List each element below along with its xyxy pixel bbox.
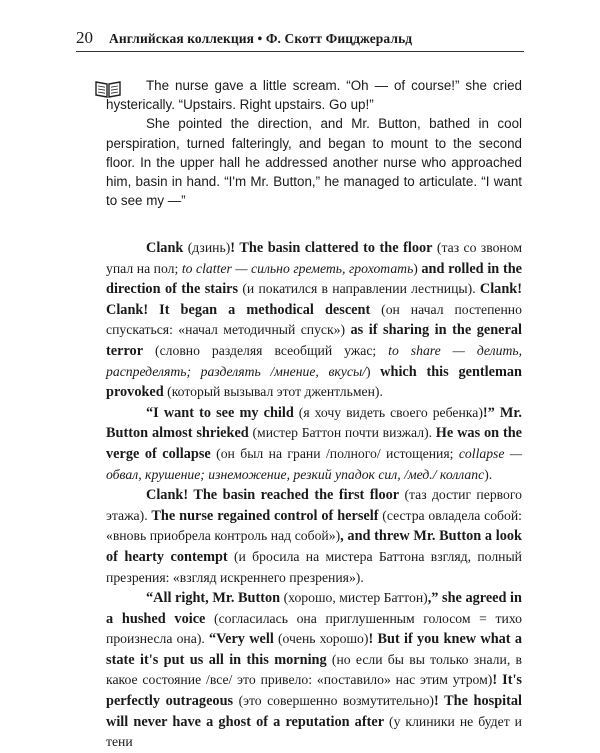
translation-text: ). xyxy=(484,466,493,482)
english-phrase: , and threw Mr. Button a look of hearty contempt xyxy=(106,528,522,565)
english-phrase: “All right, Mr. Button xyxy=(146,590,281,607)
translation-text: (но если бы вы только знали, в какое состояние /все/ это привело: «поставило» нас этим утром) xyxy=(106,651,522,688)
english-phrase: Clank xyxy=(146,240,184,256)
translation-text: (дзинь) xyxy=(183,240,231,255)
translation-text: (у клиники не будет и тени xyxy=(106,713,522,750)
bilingual-paragraph xyxy=(106,403,522,485)
english-paragraph: She pointed the direction, and Mr. Button, bathed in cool perspiration, turned falteringly, and began to mount to the second floor. In the upper hall he addressed another nurse who approached him, basin in hand. “I'm Mr. Button,” he managed to articulate. “I want to see my —” xyxy=(106,116,522,209)
english-phrase: and rolled in the direction of the stairs xyxy=(106,260,523,298)
vocab-note: to share — делить, распределять; разделять /мнение, вкусы/ xyxy=(106,342,522,379)
english-phrase: ! But if you knew what a state it's put us all in this morning xyxy=(106,631,522,668)
translation-text: (он был на грани /полного/ истощения; xyxy=(210,445,459,461)
english-phrase: which this gentleman provoked xyxy=(106,363,522,401)
translation-text: (сестра овладела собой: «вновь приобрела контроль над собой») xyxy=(106,507,522,544)
bilingual-paragraph xyxy=(106,588,522,753)
translation-text: ) xyxy=(366,363,381,379)
running-title: Английская коллекция • Ф. Скотт Фицджеральд xyxy=(109,31,413,46)
english-phrase: The nurse regained control of herself xyxy=(151,507,379,524)
translation-text: (таз со звоном упал на пол; xyxy=(106,240,522,276)
translation-text: ) xyxy=(413,260,422,276)
english-phrase: He was on the verge of collapse xyxy=(106,425,523,462)
translation-text: (таз достиг первого этажа). xyxy=(106,487,522,523)
english-phrase: !” Mr. Button almost shrieked xyxy=(106,404,522,442)
translation-text: (он начал постепенно спускаться: «начал методичный спуск») xyxy=(106,301,522,338)
translation-text: (я хочу видеть своего ребенка) xyxy=(293,404,483,420)
vocab-note: to clatter — сильно греметь, грохотать xyxy=(181,260,414,276)
bilingual-commentary xyxy=(106,238,522,753)
translation-text: (словно разделяя всеобщий ужас; xyxy=(143,342,389,358)
english-excerpt xyxy=(106,76,522,210)
english-phrase: ! The basin clattered to the floor xyxy=(230,240,433,256)
english-paragraph: The nurse gave a little scream. “Oh — of course!” she cried hysterically. “Upstairs. Right upstairs. Go up!” xyxy=(106,78,522,113)
running-header xyxy=(76,28,524,52)
vocab-note: collapse — обвал, крушение; изнеможение, резкий упадок сил, /мед./ коллапс xyxy=(106,445,523,482)
english-phrase: ! It's perfectly outrageous xyxy=(106,672,522,710)
bilingual-paragraph xyxy=(106,238,522,403)
english-phrase: ! The hospital will never have a ghost of a reputation after xyxy=(106,693,522,730)
translation-text: (и покатился в направлении лестницы). xyxy=(238,281,480,297)
english-phrase: ,” she agreed in a hushed voice xyxy=(106,590,522,627)
page-number: 20 xyxy=(76,28,93,47)
translation-text: (хорошо, мистер Баттон) xyxy=(280,590,428,606)
english-phrase: “I want to see my child xyxy=(146,404,294,421)
english-phrase: Clank! Clank! It began a methodical descent xyxy=(106,281,522,318)
translation-text: (согласилась она приглушенным голосом = тихо произнесла она). xyxy=(106,610,522,647)
translation-text: (мистер Баттон почти визжал). xyxy=(248,425,436,441)
bilingual-paragraph xyxy=(106,485,522,588)
english-phrase: “Very well xyxy=(208,631,274,648)
english-phrase: as if sharing in the general terror xyxy=(106,322,522,359)
translation-text: (и бросила на мистера Баттона взгляд, полный презрения: «взгляд искреннего презрения»). xyxy=(106,548,522,585)
translation-text: (это совершенно возмутительно) xyxy=(233,693,434,709)
translation-text: (который вызывал этот джентльмен). xyxy=(163,384,383,400)
translation-text: (очень хорошо) xyxy=(273,631,369,647)
english-phrase: Clank! The basin reached the first floor xyxy=(146,487,400,504)
